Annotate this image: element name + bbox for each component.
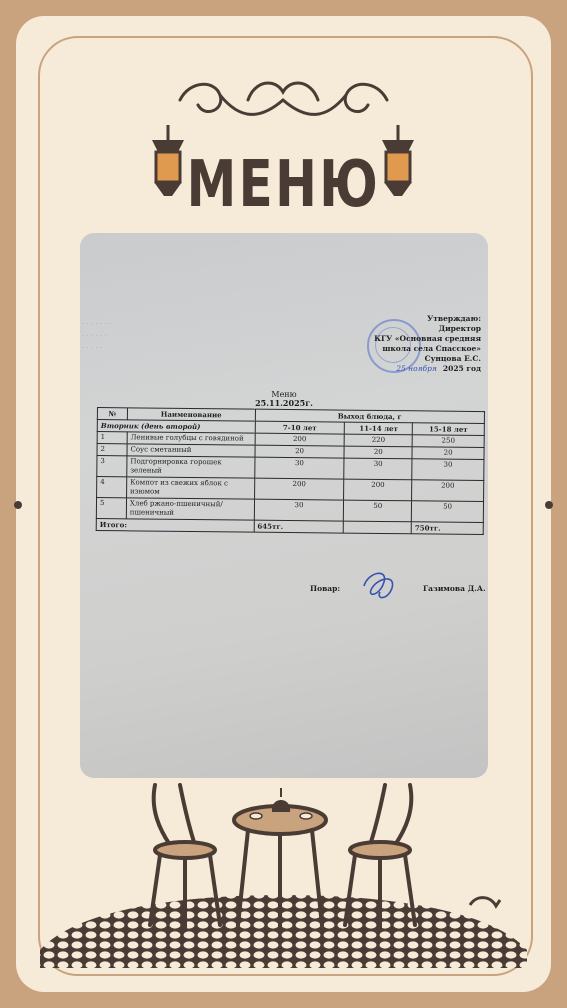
menu-table: [96, 407, 485, 535]
swirl-right: [345, 84, 387, 111]
cook-name: Газимова Д.А.: [423, 584, 486, 593]
age-group-header: 7-10 лет: [255, 421, 345, 434]
approval-line: Директор: [438, 324, 481, 333]
cook-signature: [358, 564, 402, 604]
total-1: 645тг.: [254, 520, 344, 533]
side-dot-left: [14, 501, 22, 509]
show-through-text: · · · · · · · · · · · · · · · · · ·: [82, 320, 111, 352]
total-label: Итого:: [96, 518, 254, 532]
table-row: 2 Соус сметанный 20 20 20: [97, 444, 484, 460]
col-output-header: Выход блюда, г: [255, 409, 484, 423]
approval-line: Утверждаю:: [427, 314, 481, 323]
approval-block: [361, 314, 481, 374]
approval-line: школа села Спасское»: [382, 344, 481, 353]
table-row: 1 Ленивые голубцы с говядиной 200 220 250: [97, 432, 484, 448]
table-row: 4 Компот из свежих яблок с изюмом 200 200 200: [97, 477, 484, 502]
age-group-header: 11-14 лет: [345, 422, 413, 435]
menu-document-photo: [80, 233, 488, 778]
approval-year: 25 ноября 2025 год: [396, 364, 481, 373]
cook-label: Повар:: [310, 584, 341, 593]
menu-heading-title: Меню: [271, 390, 297, 399]
cup-icon: [300, 813, 312, 819]
swirl-left: [180, 84, 221, 111]
approval-line: Сунцова Е.С.: [424, 354, 481, 363]
menu-heading: [250, 390, 318, 408]
age-group-header: 15-18 лет: [412, 423, 484, 436]
handwritten-date: 25 ноября: [396, 364, 437, 373]
cup-icon: [250, 813, 262, 819]
day-label: Вторник (день второй): [97, 420, 255, 434]
menu-date: 25.11.2025г.: [255, 398, 313, 408]
col-num-header: №: [97, 408, 127, 420]
table-row: 5 Хлеб ржано-пшеничный/пшеничный 30 50 50: [96, 498, 483, 523]
approval-line: КГУ «Основная средняя: [374, 334, 481, 343]
table-row: 3 Подгорнировка горошек зеленый 30 30 30: [97, 456, 484, 481]
side-dot-right: [545, 501, 553, 509]
cat-icon: [470, 898, 500, 906]
total-3: 750тг.: [411, 522, 483, 535]
teapot-icon: [272, 788, 290, 812]
page-title: МЕНЮ: [186, 148, 381, 222]
col-name-header: Наименование: [127, 408, 255, 421]
cobblestone-floor: [40, 895, 527, 968]
